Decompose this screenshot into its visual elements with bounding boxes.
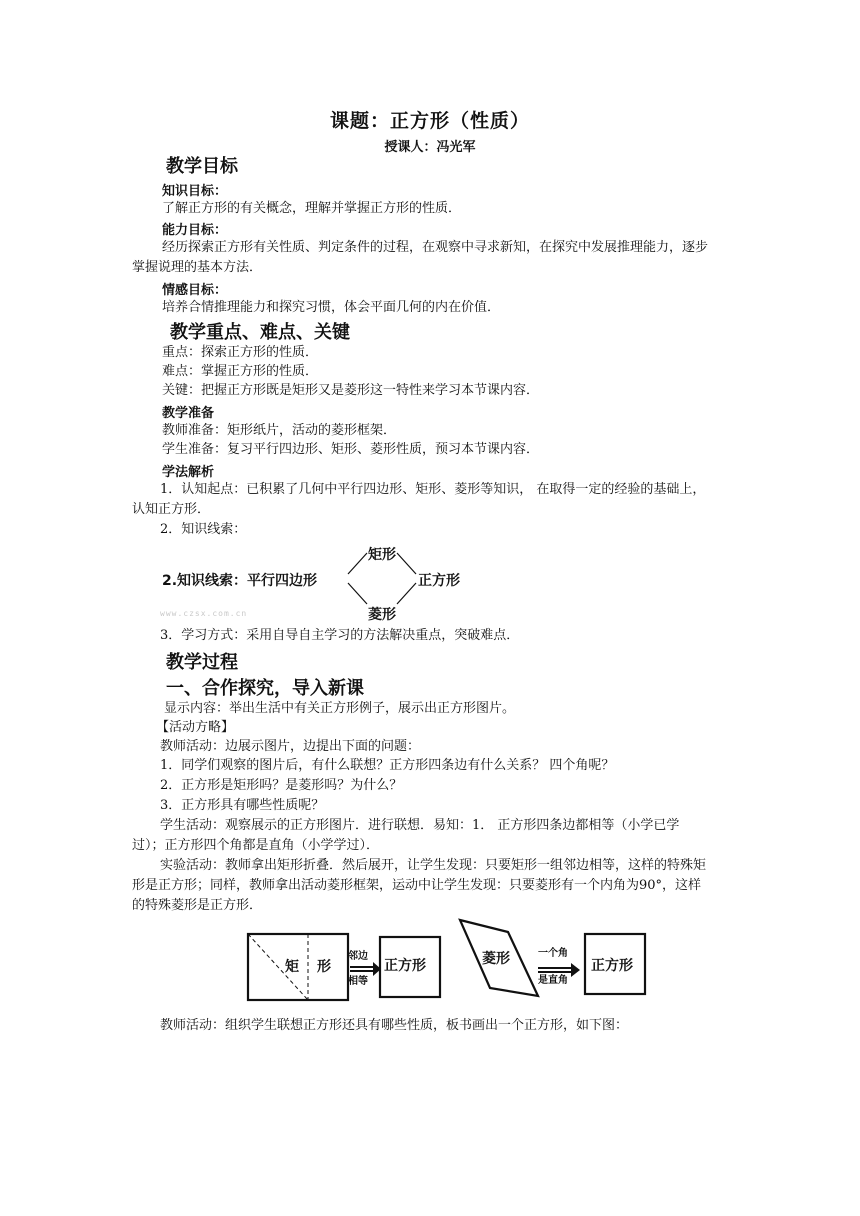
arrow-2-head bbox=[571, 963, 580, 977]
ability-text: 经历探索正方形有关性质、判定条件的过程，在观察中寻求新知，在探究中发展推理能力，逐步掌握说理的基本方法． bbox=[132, 240, 709, 275]
question-2: 2．正方形是矩形吗？是菱形吗？为什么？ bbox=[160, 778, 403, 793]
student-activity: 学生活动：观察展示的正方形图片．进行联想．易知：1． 正方形四条边都相等（小学已学过）；正方形四个角都是直角（小学学过）． bbox=[132, 818, 680, 853]
square-2-label: 正方形 bbox=[591, 958, 633, 974]
method-item1: 1．认知起点：已积累了几何中平行四边形、矩形、菱形等知识， 在取得一定的经验的基础上，认知正方形． bbox=[132, 482, 706, 517]
method-heading: 学法解析 bbox=[162, 465, 215, 480]
key-text: 关键：把握正方形既是矩形又是菱形这一特性来学习本节课内容． bbox=[162, 383, 540, 398]
objectives-heading: 教学目标 bbox=[166, 156, 238, 177]
teacher-activity: 教师活动：边展示图片，边提出下面的问题： bbox=[160, 739, 421, 754]
clue-rectangle: 矩形 bbox=[368, 547, 396, 563]
method-item2: 2．知识线索： bbox=[160, 522, 247, 537]
show-content: 显示内容：举出生活中有关正方形例子，展示出正方形图片。 bbox=[164, 701, 516, 716]
rect-label-left: 矩 bbox=[285, 959, 299, 975]
activity-tag: 【活动方略】 bbox=[156, 720, 235, 735]
rhombus-label: 菱形 bbox=[482, 951, 510, 967]
page-subtitle: 授课人：冯光军 bbox=[384, 140, 476, 155]
question-1: 1．同学们观察的图片后，有什么联想？正方形四条边有什么关系？ 四个角呢？ bbox=[160, 758, 615, 773]
section1-heading: 一、合作探究，导入新课 bbox=[166, 678, 364, 699]
watermark: www.czsx.com.cn bbox=[160, 609, 248, 618]
line-to-rectangle bbox=[348, 553, 367, 574]
focus-text: 重点：探索正方形的性质． bbox=[162, 345, 319, 360]
emotion-label: 情感目标： bbox=[162, 283, 228, 298]
page-title: 课题：正方形（性质） bbox=[329, 110, 530, 132]
line-to-rhombus bbox=[348, 583, 367, 604]
emotion-text: 培养合情推理能力和探究习惯，体会平面几何的内在价值． bbox=[162, 300, 501, 315]
ability-label: 能力目标： bbox=[162, 223, 228, 238]
clue-lead: 2.知识线索：平行四边形 bbox=[162, 573, 318, 589]
final-teacher-activity: 教师活动：组织学生联想正方形还具有哪些性质，板书画出一个正方形，如下图： bbox=[160, 1018, 629, 1033]
keypoints-heading: 教学重点、难点、关键 bbox=[170, 322, 350, 343]
arrow-1-top-label: 邻边 bbox=[348, 951, 368, 962]
experiment-activity: 实验活动：教师拿出矩形折叠．然后展开，让学生发现：只要矩形一组邻边相等，这样的特殊矩形是正方形；同样，教师拿出活动菱形框架，运动中让学生发现：只要菱形有一个内角为90°，这样的特殊菱形是正方形． bbox=[132, 858, 707, 913]
method-item3: 3．学习方式：采用自导自主学习的方法解决重点，突破难点． bbox=[160, 628, 520, 643]
rect-label-right: 形 bbox=[317, 959, 331, 975]
clue-square: 正方形 bbox=[418, 573, 460, 589]
teacher-prep: 教师准备：矩形纸片，活动的菱形框架． bbox=[162, 423, 397, 438]
arrow-2-top-label: 一个角 bbox=[538, 948, 568, 959]
line-rhombus-to-square bbox=[397, 583, 416, 604]
arrow-1-bottom-label: 相等 bbox=[348, 976, 368, 987]
student-prep: 学生准备：复习平行四边形、矩形、菱形性质，预习本节课内容． bbox=[162, 442, 540, 457]
knowledge-label: 知识目标： bbox=[162, 184, 228, 199]
process-heading: 教学过程 bbox=[166, 652, 238, 673]
question-3: 3．正方形具有哪些性质呢？ bbox=[160, 798, 325, 813]
clue-rhombus: 菱形 bbox=[368, 607, 396, 623]
difficulty-text: 难点：掌握正方形的性质． bbox=[162, 364, 319, 379]
line-rect-to-square bbox=[397, 553, 416, 574]
square-1-label: 正方形 bbox=[384, 958, 426, 974]
arrow-2-bottom-label: 是直角 bbox=[538, 975, 568, 986]
knowledge-text: 了解正方形的有关概念，理解并掌握正方形的性质． bbox=[162, 201, 462, 216]
fold-diagonal bbox=[248, 934, 308, 1000]
preparation-heading: 教学准备 bbox=[162, 406, 215, 421]
